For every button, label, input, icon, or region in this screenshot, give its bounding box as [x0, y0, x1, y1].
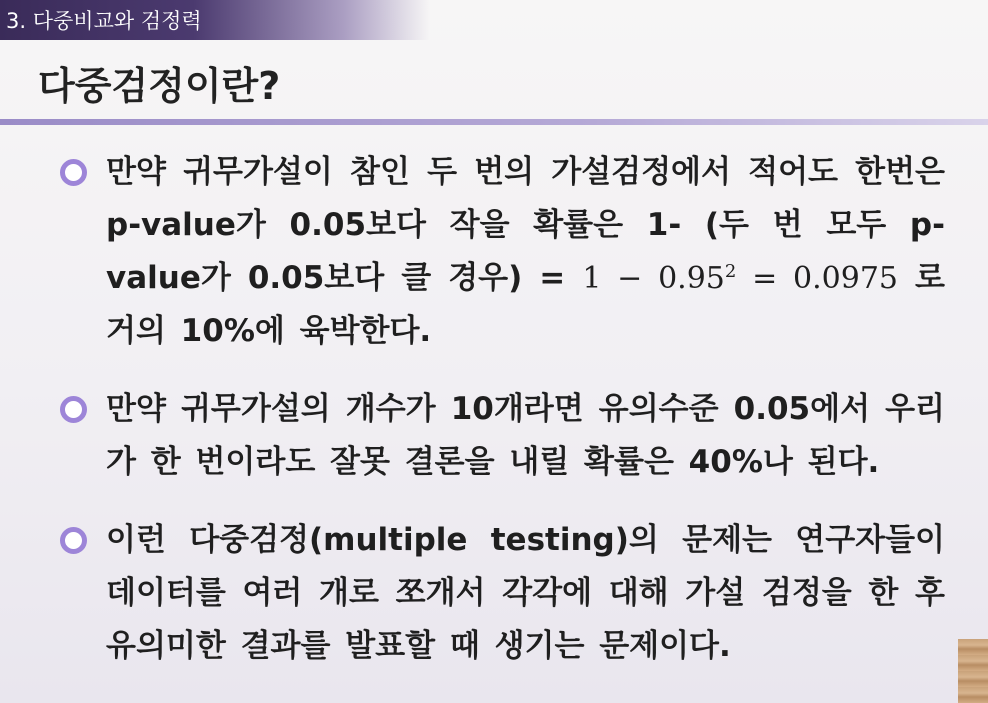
bullet-item-2 — [60, 383, 945, 489]
bullet-2-text: 만약 귀무가설의 개수가 10개라면 유의수준 0.05에서 우리가 한 번이라도 잘못 결론을 내릴 확률은 40%나 된다. — [106, 391, 945, 480]
circle-bullet-icon — [60, 159, 87, 186]
section-label: 3. 다중비교와 검정력 — [6, 9, 202, 33]
slide-title: 다중검정이란? — [38, 64, 281, 108]
circle-bullet-icon — [60, 527, 87, 554]
bullet-1-text-after: 로 거의 10%에 육박한다. — [106, 260, 945, 349]
bullet-list — [60, 146, 945, 673]
circle-bullet-icon — [60, 396, 87, 423]
bullet-3-text: 이런 다중검정(multiple testing)의 문제는 연구자들이 데이터를 여러 개로 쪼개서 각각에 대해 가설 검정을 한 후 유의미한 결과를 발표할 때 생기는 문제이다. — [106, 522, 945, 664]
section-header-bar — [0, 0, 430, 40]
formula-result: = 0.0975 — [736, 261, 899, 296]
wood-corner-decoration — [958, 639, 988, 703]
formula-exponent: 2 — [724, 261, 737, 282]
bullet-item-1 — [60, 146, 945, 358]
formula-base: 1 − 0.95 — [582, 261, 725, 296]
bullet-item-3 — [60, 514, 945, 673]
bullet-1-formula — [582, 261, 898, 296]
bullet-1-text-before: 만약 귀무가설이 참인 두 번의 가설검정에서 적어도 한번은 p-value가 0.05보다 작을 확률은 1- (두 번 모두 p-value가 0.05보다 클 경우) = — [106, 154, 945, 296]
title-divider — [0, 119, 988, 125]
